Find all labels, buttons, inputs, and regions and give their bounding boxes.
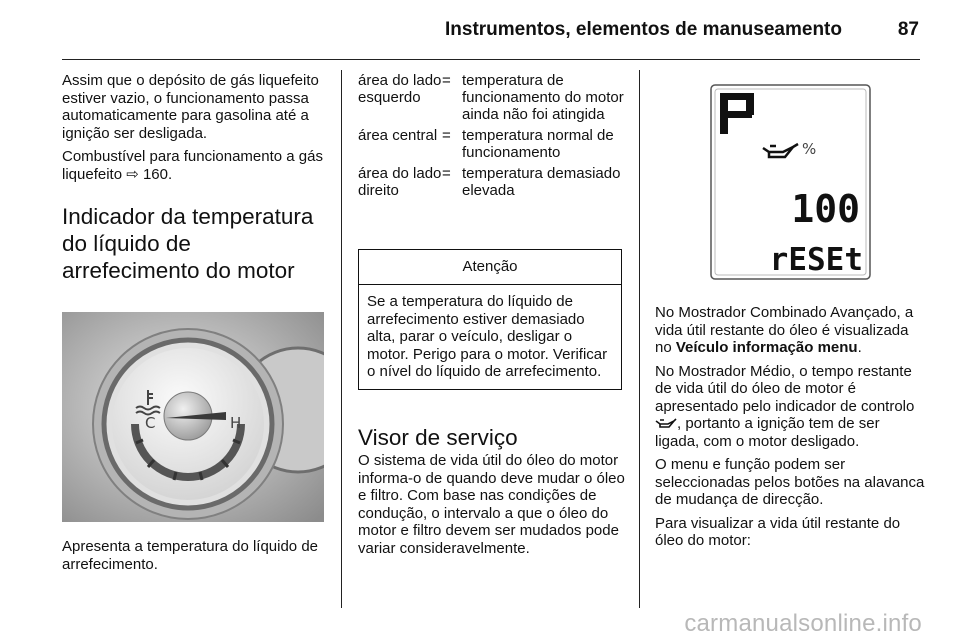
gauge-cold-label: C (145, 414, 156, 432)
display-percent: % (802, 140, 817, 158)
warning-box (358, 249, 622, 390)
coolant-gauge-caption: Apresenta a temperatura do líquido de arrefecimento. (62, 538, 319, 573)
warning-title: Atenção (359, 250, 621, 285)
coolant-gauge-graphic (62, 312, 324, 522)
definition-row (358, 127, 624, 165)
coolant-heading-line2: do líquido de (62, 231, 191, 256)
definition-equals: = (442, 127, 451, 144)
definition-term: área central (358, 127, 438, 144)
page-title: Instrumentos, elementos de manuseamento (445, 19, 842, 40)
view-oil-life-paragraph: Para visualizar a vida útil restante do óleo do motor: (655, 514, 901, 549)
mid-display-text-a: No Mostrador Médio, o tempo restante de vida útil do óleo de motor é apresentado pelo indicador de controlo (655, 362, 915, 415)
advanced-display-text: No Mostrador Combinado Avançado, a vida útil restante do óleo é visualizada no (655, 304, 914, 356)
page-number: 87 (897, 19, 919, 40)
menu-selection-paragraph: O menu e função podem ser seleccionadas pelos botões na alavanca de mudança de direcção. (655, 456, 925, 508)
lcd-display (710, 84, 871, 280)
coolant-heading-line1: Indicador da temperatura (62, 204, 314, 229)
header-rule (62, 59, 920, 60)
mid-display-text-b: , portanto a ignição tem de ser ligada, com o motor desligado. (655, 415, 880, 450)
display-reset: rESEt (769, 242, 863, 278)
service-display-text: O sistema de vida útil do óleo do motor informa-o de quando deve mudar o óleo e filtro. Com base nas condições de condução, o intervalo a que o óleo do motor e filtro devem ser mudados pode variar consideravelmente. (358, 452, 625, 557)
definition-row (358, 72, 624, 127)
definition-description: temperatura demasiado elevada (462, 165, 621, 199)
definition-term: área do lado esquerdo (358, 72, 442, 106)
definition-term: área do lado direito (358, 165, 442, 199)
column-left (62, 72, 328, 573)
gauge-hot-label: H (230, 414, 242, 432)
lpg-fuel-text: Combustível para funcionamento a gás liquefeito (62, 148, 323, 183)
oil-life-display-graphic (710, 84, 871, 280)
page-header (0, 0, 960, 60)
gauge-area-definitions (358, 72, 624, 203)
column-divider-right (639, 70, 640, 608)
definition-row (358, 165, 624, 203)
definition-equals: = (442, 165, 451, 182)
lpg-empty-paragraph: Assim que o depósito de gás liquefeito estiver vazio, o funcionamento passa automaticamente para gasolina até a ignição ser desligada. (62, 72, 319, 142)
coolant-heading-line3: arrefecimento do motor (62, 258, 295, 283)
coolant-heading (62, 203, 328, 284)
lpg-fuel-ref[interactable]: 160. (142, 165, 173, 183)
vehicle-info-menu-label: Veículo informação menu (675, 339, 858, 356)
definition-description: temperatura de funcionamento do motor ainda não foi atingida (462, 72, 624, 123)
lpg-fuel-paragraph (62, 148, 328, 183)
definition-equals: = (442, 72, 451, 89)
coolant-gauge-photo (62, 312, 324, 522)
mid-display-paragraph (655, 363, 925, 451)
page-ref-arrow-icon: ⇨ (126, 165, 139, 183)
service-display-heading: Visor de serviço (358, 425, 518, 450)
column-divider-left (341, 70, 342, 608)
advanced-display-end: . (857, 339, 862, 356)
warning-text: Se a temperatura do líquido de arrefecimento estiver demasiado alta, parar o veículo, desligar o motor. Perigo para o motor. Verificar o nível do líquido de arrefecimento. (367, 293, 608, 380)
definition-description: temperatura normal de funcionamento (462, 127, 614, 161)
column-middle (358, 72, 625, 557)
advanced-display-paragraph (655, 304, 925, 357)
oil-can-icon (655, 417, 677, 429)
column-right-text (655, 304, 925, 556)
watermark: carmanualsonline.info (684, 610, 922, 637)
display-value: 100 (791, 187, 860, 231)
